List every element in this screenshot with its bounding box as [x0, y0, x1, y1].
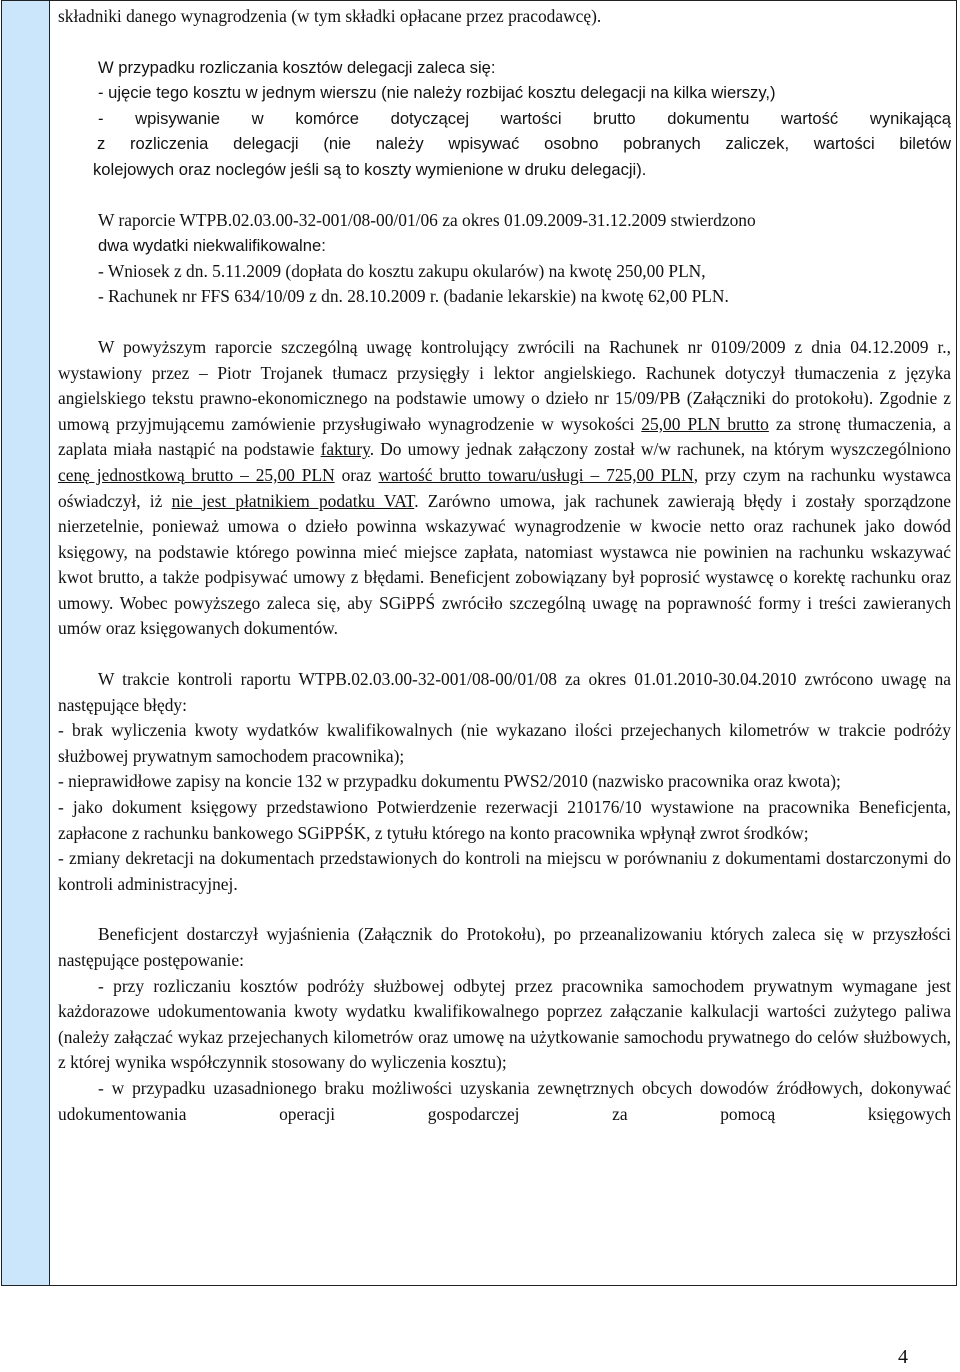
list-item: - jako dokument księgowy przedstawiono Potwierdzenie rezerwacji 210176/10 wystawione na pracownika Beneficjenta, zapłacone z rachunku bankowego SGiPPŚK, z tytułu którego na konto pracownika wpłynął zwrot środków;: [58, 797, 951, 843]
document-body: [58, 4, 951, 1127]
paragraph-invoice-findings: W powyższym raporcie szczególną uwagę kontrolujący zwrócili na Rachunek nr 0109/2009 z dnia 04.12.2009 r., wystawiony przez – Piotr Trojanek tłumacz przysięgły i lektor angielskiego. Rachunek dotyczył tłumaczenia z języka angielskiego tekstu prawno-ekonomicznego na podstawie umowy o dzieło nr 15/09/PB (Załączniki do protokołu). Zgodnie z umową przyjmującemu zamówienie przysługiwało wynagrodzenie w wysokości 25,00 PLN brutto za stronę tłumaczenia, a zaplata miała nastąpić na podstawie faktury. Do umowy jednak załączony został w/w rachunek, na którym wyszczególniono cenę jednostkową brutto – 25,00 PLN oraz wartość brutto towaru/usługi – 725,00 PLN, przy czym na rachunku wystawca oświadczył, iż nie jest płatnikiem podatku VAT. Zarówno umowa, jak rachunek zawierają błędy i zostały sporządzone nierzetelnie, ponieważ umowa o dzieło powinna wskazywać wynagrodzenie w kwocie netto oraz rachunek jako dowód księgowy, na podstawie którego powinna mieć miejsce zapłata, natomiast wystawca nie powinien na rachunku wskazywać kwot brutto, a także podpisywać umowy z błędami. Beneficjent zobowiązany był poprosić wystawcę o korektę rachunku oraz umowy. Wobec powyższego zaleca się, aby SGiPPŚ zwróciło szczególną uwagę na poprawność formy i treści zawieranych umów oraz księgowanych dokumentów.: [58, 336, 952, 639]
list-item: - Rachunek nr FFS 634/10/09 z dn. 28.10.2009 r. (badanie lekarskie) na kwotę 62,00 PLN.: [98, 286, 729, 307]
list-item-continued: kolejowych oraz noclegów jeśli są to koszty wymienione w druku delegacji).: [93, 159, 647, 179]
list-item: - wpisywanie w komórce dotyczącej wartości brutto dokumentu wartość wynikającą: [98, 108, 951, 128]
sidebar-column: [2, 1, 50, 1285]
paragraph-recommendations: [58, 922, 951, 1127]
list-item: - brak wyliczenia kwoty wydatków kwalifikowalnych (nie wykazano ilości przejechanych kilometrów w trakcie podróży służbowej prywatnym samochodem pracownika);: [58, 720, 951, 766]
list-item: - ujęcie tego kosztu w jednym wierszu (nie należy rozbijać kosztu delegacji na kilka wierszy,): [98, 83, 776, 103]
paragraph-delegation: [58, 55, 951, 183]
list-item-continued: z rozliczenia delegacji (nie należy wpisywać osobno pobranych zaliczek, wartości biletów: [97, 134, 951, 154]
list-item: - zmiany dekretacji na dokumentach przedstawionych do kontroli na miejscu w porównaniu z dokumentami dostarczonymi do kontroli administracyjnej.: [58, 848, 951, 894]
list-item: - w przypadku uzasadnionego braku możliwości uzyskania zewnętrznych obcych dowodów źródłowych, dokonywać udokumentowania operacji gospodarczej za pomocą księgowych: [58, 1077, 951, 1124]
paragraph-line: składniki danego wynagrodzenia (w tym składki opłacane przez pracodawcę).: [58, 6, 602, 26]
list-item: - nieprawidłowe zapisy na koncie 132 w przypadku dokumentu PWS2/2010 (nazwisko pracownika oraz kwota);: [58, 771, 841, 792]
paragraph-intro: W trakcie kontroli raportu WTPB.02.03.00-32-001/08-00/01/08 za okres 01.01.2010-30.04.2010 zwrócono uwagę na następujące błędy:: [58, 669, 951, 715]
page-number: 4: [898, 1346, 908, 1368]
list-item: - przy rozliczaniu kosztów podróży służbowej odbytej przez pracownika samochodem prywatnym wymagane jest każdorazowe udokumentowania kwoty wydatku kwalifikowalnego poprzez załączanie kalkulacji wartości zużytego paliwa (należy załączać wykaz przejechanych kilometrów oraz umowę na użytkowanie samochodu prywatnego do celów służbowych, z której wynika współczynnik stosowany do wyliczenia kosztu);: [58, 975, 951, 1073]
paragraph-report-2: [58, 667, 951, 897]
paragraph-line: W raporcie WTPB.02.03.00-32-001/08-00/01/06 za okres 01.09.2009-31.12.2009 stwierdzono: [98, 209, 756, 230]
paragraph-report-1: [58, 208, 951, 310]
paragraph-intro: W przypadku rozliczania kosztów delegacji zaleca się:: [98, 57, 496, 77]
paragraph-intro: Beneficjent dostarczył wyjaśnienia (Załącznik do Protokołu), po przeanalizowaniu których zaleca się w przyszłości następujące postępowanie:: [58, 924, 951, 970]
paragraph-line: dwa wydatki niekwalifikowalne:: [98, 236, 326, 256]
list-item: - Wniosek z dn. 5.11.2009 (dopłata do kosztu zakupu okularów) na kwotę 250,00 PLN,: [98, 260, 706, 281]
